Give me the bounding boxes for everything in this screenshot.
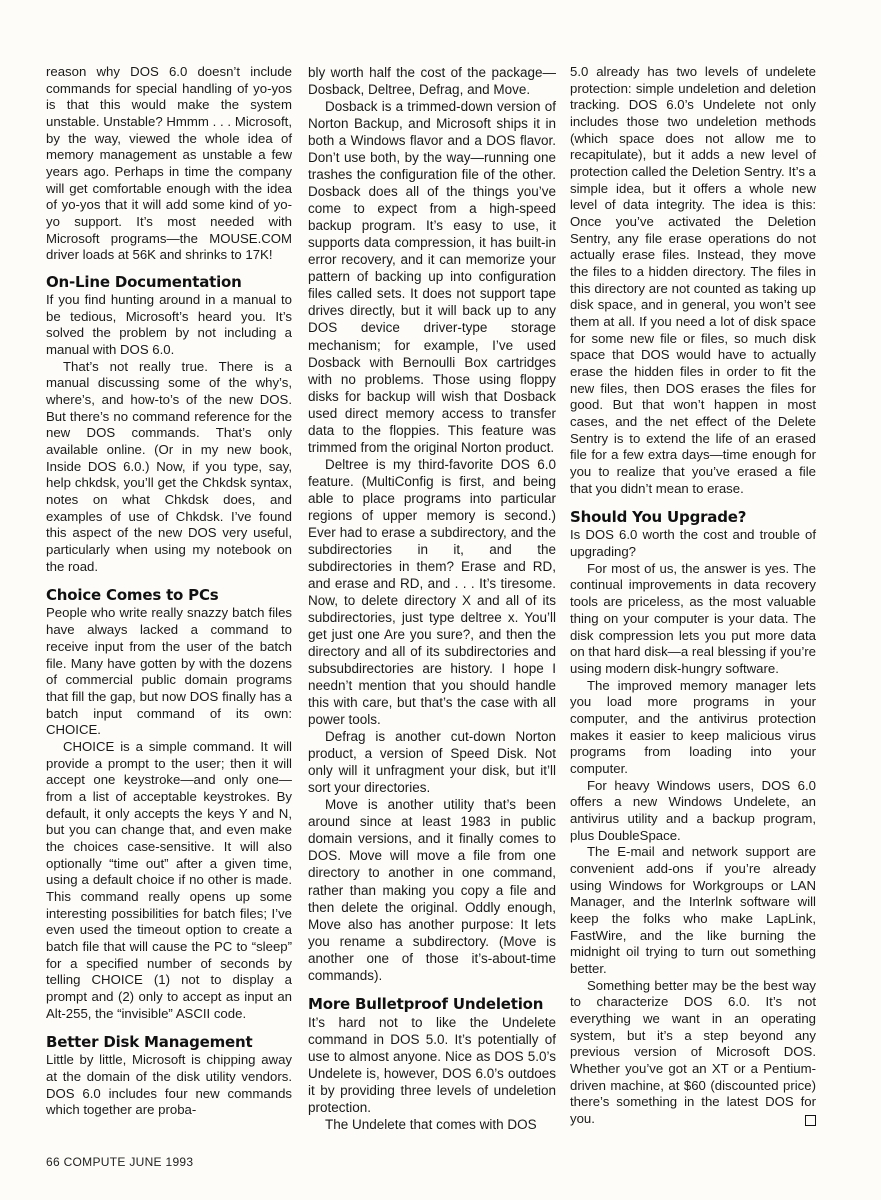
paragraph: Dosback is a trimmed-down version of Norton Backup, and Microsoft ships it in both a Windows flavor and a DOS flavor. Don’t use both, by the way—running one trashes the configuration file of the other. Dosback does all of the things you’ve come to expect from a high-speed backup program. It’s easy to use, it supports data compression, it has built-in error recovery, and it can memorize your pattern of backing up into configuration files called sets. It does not support tape drives directly, but it will back up to any DOS device driver-type storage mechanism; for example, I’ve used Dosback with Bernoulli Box cartridges with no problems. Those using floppy disks for backup will wish that Dosback used direct memory access to transfer data to the floppies. This feature was trimmed from the original Norton product. (308, 99, 556, 455)
paragraph: That’s not really true. There is a manual discussing some of the why’s, where’s, and how-to’s of the new DOS. But there’s no command reference for the new DOS commands. That’s only available online. (Or in my new book, Inside DOS 6.0.) Now, if you type, say, help chkdsk, you’ll get the Chkdsk syntax, notes on what Chkdsk does, and examples of use of Chkdsk. I’ve found this aspect of the new DOS very useful, particularly when using my notebook on the road. (46, 358, 292, 574)
section-heading-online-documentation: On-Line Documentation (46, 273, 242, 292)
paragraph: The E-mail and network support are convenient add-ons if you’re already using Windows for Workgroups or LAN Manager, and the Interlnk software will keep the folks who make LapLink, FastWire, and the like burning the midnight oil trying to turn out something better. (570, 844, 816, 976)
paragraph-final (570, 978, 816, 1128)
paragraph: The improved memory manager lets you load more programs in your computer, and the antivirus protection makes it easier to keep malicious virus programs from loading into your computer. (570, 677, 816, 776)
paragraph: People who write really snazzy batch files have always lacked a command to receive input from the user of the batch file. Many have gotten by with the dozens of commercial public domain programs that fill the gap, but now DOS finally has a batch input command of its own: CHOICE. (46, 605, 292, 738)
paragraph: Is DOS 6.0 worth the cost and trouble of upgrading? (570, 527, 816, 560)
article-column-3 (570, 64, 816, 1128)
paragraph: bly worth half the cost of the package—Dosback, Deltree, Defrag, and Move. (308, 65, 556, 98)
article-column-2 (308, 64, 556, 1133)
paragraph: Defrag is another cut-down Norton product, a version of Speed Disk. Not only will it unfragment your disk, but it’ll sort your directories. (308, 729, 556, 796)
section-heading-disk-management: Better Disk Management (46, 1033, 253, 1052)
section-heading-upgrade: Should You Upgrade? (570, 508, 747, 527)
paragraph: For most of us, the answer is yes. The continual improvements in data recovery tools are priceless, as the most valuable thing on your computer is your data. The disk compression lets you put more data on that hard disk—a real blessing if you’re using modern disk-hungry software. (570, 560, 816, 676)
paragraph: CHOICE is a simple command. It will provide a prompt to the user; then it will accept one keystroke—and only one—from a list of acceptable keystrokes. By default, it only accepts the keys Y and N, but you can change that, and even make the choices case-sensitive. It will also optionally “time out” after a given time, using a default choice if no other is made. This command really opens up some interesting possibilities for batch files; I’ve even used the timeout option to create a batch file that will cause the PC to “sleep” for a specified number of seconds by telling CHOICE (1) not to display a prompt and (2) only to accept as input an Alt-255, the “invisible” ASCII code. (46, 738, 292, 1021)
paragraph: reason why DOS 6.0 doesn’t include commands for special handling of yo-yos is that this would make the system unstable. Unstable? Hmmm . . . Microsoft, by the way, viewed the whole idea of memory management as unstable a few years ago. Perhaps in time the company will get comfortable enough with the idea of yo-yos that it will add some kind of yo-yo support. It’s most needed with Microsoft programs—the MOUSE.COM driver loads at 56K and shrinks to 17K! (46, 64, 292, 263)
page-footer: 66 COMPUTE JUNE 1993 (46, 1155, 194, 1169)
section-heading-undeletion: More Bulletproof Undeletion (308, 994, 544, 1013)
paragraph: Deltree is my third-favorite DOS 6.0 feature. (MultiConfig is first, and being able to place programs into particular regions of upper memory is second.) Ever had to erase a subdirectory, and the subdirectories in it, and the subdirectories in them? Erase and RD, and erase and RD, and . . . It’s tiresome. Now, to delete directory X and all of its subdirectories, just type deltree x. You’ll get just one Are you sure?, and then the directory and all of its subdirectories and subsubdirectories are history. I hope I needn’t mention that you should handle this with care, but that’s the case with all power tools. (308, 456, 556, 728)
paragraph: 5.0 already has two levels of undelete protection: simple undeletion and deletion tracking. DOS 6.0’s Undelete not only includes those two undeletion methods (which space does not allow me to recapitulate), but it adds a new level of protection called the Deletion Sentry. It’s a simple idea, but it offers a whole new level of data integrity. The idea is this: Once you’ve activated the Deletion Sentry, any file erase operations do not actually erase files. Instead, they move the files to a hidden directory. The files in this directory are not counted as taking up disk space, and in general, you won’t see them at all. If you need a lot of disk space for some new file or files, so much disk space that DOS would have to actually erase the hidden files in order to fit the new files, then DOS erases the files for good. But that won’t happen in most cases, and the net effect of the Delete Sentry is to extend the life of an erased file for a few extra days—time enough for you to realize that you’ve erased a file that you didn’t mean to erase. (570, 64, 816, 496)
paragraph: If you find hunting around in a manual to be tedious, Microsoft’s heard you. It’s solved the problem by not including a manual with DOS 6.0. (46, 292, 292, 358)
paragraph-text: Something better may be the best way to characterize DOS 6.0. It’s not everything we want in an operating system, but it’s a step beyond any previous version of Microsoft DOS. Whether you’ve got an XT or a Pentium-driven machine, at $60 (discounted price) there’s something in the latest DOS for you. (570, 977, 816, 1126)
paragraph: It’s hard not to like the Undelete command in DOS 5.0. It’s potentially of use to almost anyone. Nice as DOS 5.0’s Undelete is, however, DOS 6.0’s outdoes it by providing three levels of undeletion protection. (308, 1014, 556, 1115)
article-column-1 (46, 64, 292, 1119)
paragraph: For heavy Windows users, DOS 6.0 offers a new Windows Undelete, an antivirus utility and a backup program, plus DoubleSpace. (570, 777, 816, 843)
paragraph: Move is another utility that’s been around since at least 1983 in public domain versions, and it finally comes to DOS. Move will move a file from one directory to another in one command, rather than making you copy a file and then delete the original. Oddly enough, Move also has another purpose: It lets you rename a subdirectory. (Move is another one of those it’s-about-time commands). (308, 797, 556, 983)
section-heading-choice: Choice Comes to PCs (46, 586, 219, 605)
paragraph: Little by little, Microsoft is chipping away at the domain of the disk utility vendors. DOS 6.0 includes four new commands which together are proba- (46, 1052, 292, 1118)
end-of-article-square-icon (805, 1115, 816, 1126)
paragraph: The Undelete that comes with DOS (325, 1116, 537, 1132)
